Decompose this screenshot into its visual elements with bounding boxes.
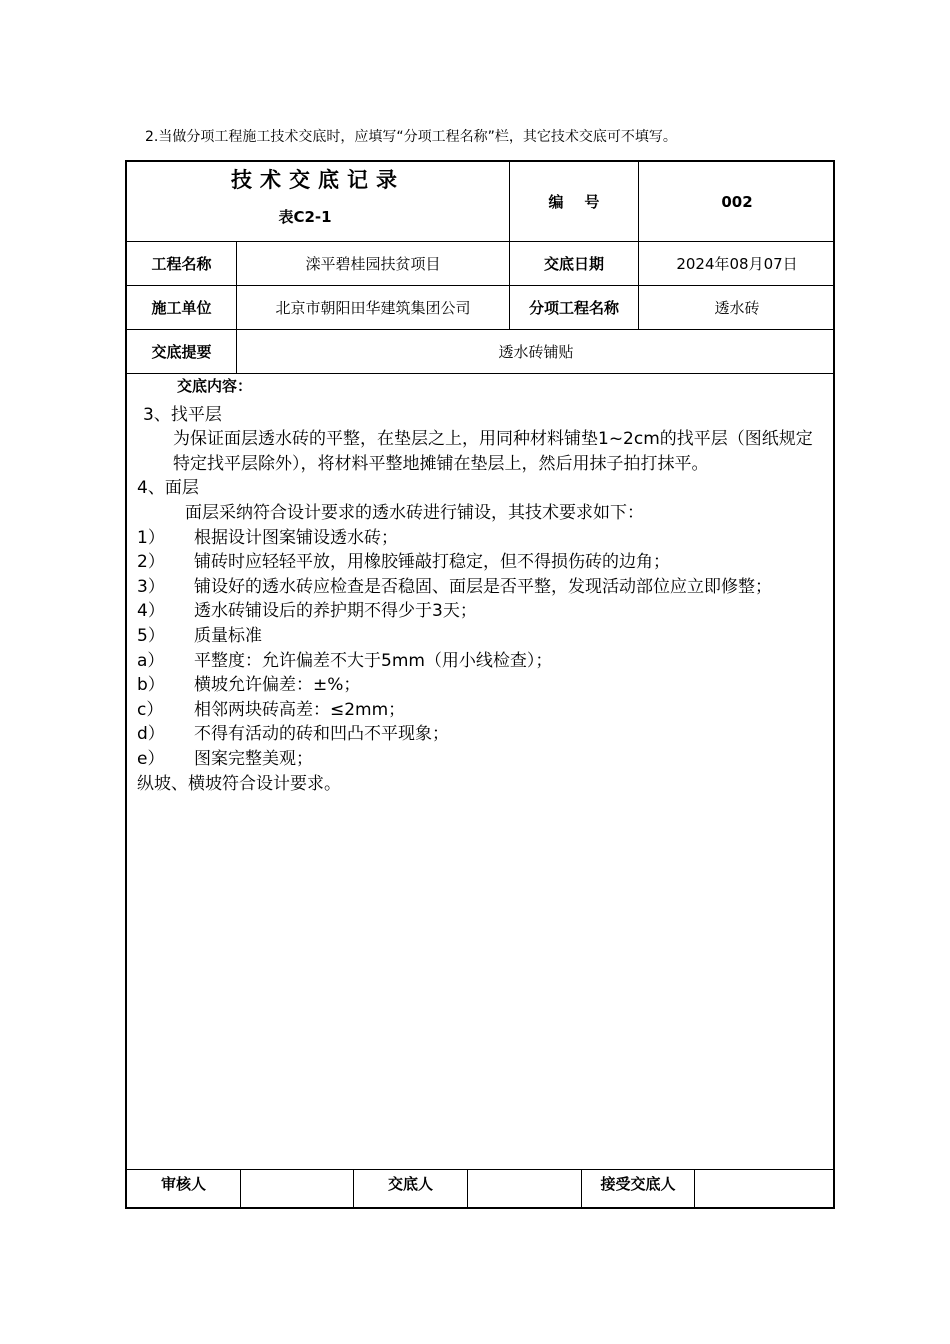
- construction-unit-label: 施工单位: [151, 299, 212, 317]
- list-item: [137, 526, 827, 551]
- date-value: 2024年08月07日: [676, 255, 798, 273]
- list-item: [137, 550, 827, 575]
- form-number: 表C2-1: [278, 208, 332, 226]
- receiver-label: 接受交底人: [600, 1175, 676, 1193]
- receiver-field[interactable]: [695, 1170, 835, 1209]
- reviewer-label: 审核人: [160, 1175, 206, 1193]
- disclosure-content: [137, 374, 827, 796]
- list-item-number: 2）: [137, 552, 165, 573]
- list-item-number: 4）: [137, 601, 165, 622]
- list-item: [137, 747, 827, 772]
- list-item-text: 相邻两块砖高差：≤2mm；: [194, 699, 406, 720]
- list-item-text: 图案完整美观；: [194, 748, 313, 769]
- section-4-intro: 面层采纳符合设计要求的透水砖进行铺设，其技术要求如下：: [185, 502, 644, 523]
- list-item-text: 不得有活动的砖和凹凸不平现象；: [194, 724, 449, 745]
- list-item: [137, 722, 827, 747]
- summary-label: 交底提要: [151, 343, 212, 361]
- project-name-label: 工程名称: [151, 255, 212, 273]
- form-title: 技术交底记录: [231, 168, 405, 192]
- subproject-value: 透水砖: [714, 299, 760, 317]
- discloser-field[interactable]: [468, 1170, 581, 1209]
- reviewer-field[interactable]: [241, 1170, 353, 1209]
- list-item: [137, 599, 827, 624]
- list-item-text: 横坡允许偏差：±%；: [194, 675, 361, 696]
- requirement-list: [137, 526, 827, 772]
- number-label: 编 号: [548, 193, 600, 211]
- project-name-value: 滦平碧桂园扶贫项目: [305, 255, 441, 273]
- list-item-text: 平整度：允许偏差不大于5mm（用小线检查）；: [194, 650, 553, 671]
- list-item: [137, 575, 827, 600]
- list-item-number: 3）: [137, 576, 165, 597]
- section-3-title: 3、找平层: [143, 404, 222, 425]
- list-item-text: 铺设好的透水砖应检查是否稳固、面层是否平整，发现活动部位应立即修整；: [194, 576, 772, 597]
- list-item-number: b）: [137, 675, 165, 696]
- construction-unit-value: 北京市朝阳田华建筑集团公司: [275, 299, 471, 317]
- list-item-number: 5）: [137, 625, 165, 646]
- subproject-label: 分项工程名称: [528, 299, 619, 317]
- summary-value: 透水砖铺贴: [498, 343, 574, 361]
- list-item: [137, 624, 827, 649]
- section-3-body: 为保证面层透水砖的平整，在垫层之上，用同种材料铺垫1~2cm的找平层（图纸规定特定找平层除外），将材料平整地摊铺在垫层上，然后用抹子拍打抹平。: [173, 429, 813, 474]
- list-item: [137, 698, 827, 723]
- instruction-note: 2.当做分项工程施工技术交底时，应填写“分项工程名称”栏，其它技术交底可不填写。: [145, 129, 677, 145]
- list-item-number: c）: [137, 699, 164, 720]
- number-value: 002: [721, 192, 753, 211]
- list-item-number: d）: [137, 724, 165, 745]
- content-heading: 交底内容：: [177, 377, 253, 395]
- list-item-text: 根据设计图案铺设透水砖；: [194, 527, 398, 548]
- closing-line: 纵坡、横坡符合设计要求。: [137, 773, 341, 794]
- list-item-text: 质量标准: [194, 625, 262, 646]
- discloser-label: 交底人: [387, 1175, 433, 1193]
- list-item-number: 1）: [137, 527, 165, 548]
- list-item-number: a）: [137, 650, 165, 671]
- list-item-text: 透水砖铺设后的养护期不得少于3天；: [194, 601, 477, 622]
- disclosure-record-form: [125, 160, 835, 1209]
- list-item-text: 铺砖时应轻轻平放，用橡胶锤敲打稳定，但不得损伤砖的边角；: [194, 552, 670, 573]
- date-label: 交底日期: [543, 255, 604, 273]
- list-item: [137, 673, 827, 698]
- section-4-title: 4、面层: [137, 478, 199, 499]
- list-item: [137, 649, 827, 674]
- list-item-number: e）: [137, 748, 165, 769]
